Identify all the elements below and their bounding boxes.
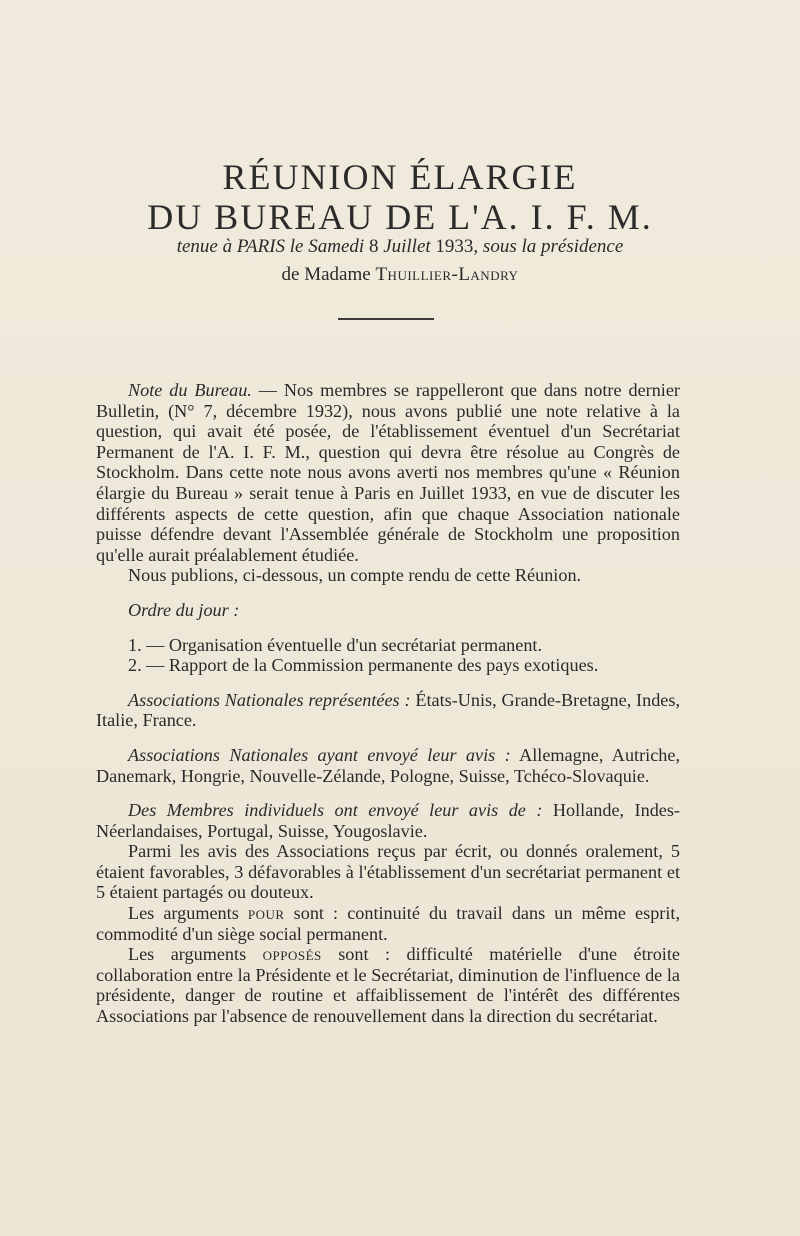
note-text: — Nos membres se rappelleront que dans notre dernier Bulletin, (N° 7, décembre 1932), nous avons publié une note relative à la question, qui avait été posée, de l'établissement éventuel d'un Secrétariat Permanent de l'A. I. F. M., question qui devra être résolue au Congrès de Stockholm. Dans cette note nous avons averti nos membres qu'une « Réunion élargie du Bureau » serait tenue à Paris en Juillet 1933, en vue de discuter les différents aspects de cette question, afin que chaque Association nationale puisse défendre devant l'Assemblée générale de Stockholm une proposition qu'elle aurait préalablement étudiée. xyxy=(96,380,680,565)
represented-text: États-Unis, Grande-Bretagne, Indes, Italie, France. xyxy=(96,689,681,731)
represented-label: Associations Nationales représentées : xyxy=(128,689,411,710)
subtitle xyxy=(0,236,800,258)
presidence-name: Thuillier-Landry xyxy=(375,264,519,285)
contre-prefix: Les arguments xyxy=(128,944,263,965)
pour-text: sont : continuité du travail dans un même esprit, commodité d'un siège social permanent. xyxy=(96,903,680,944)
individuals-label: Des Membres individuels ont envoyé leur avis de : xyxy=(128,800,543,821)
agenda-item-2: 2. — Rapport de la Commission permanente des pays exotiques. xyxy=(128,655,599,676)
opinions-label: Associations Nationales ayant envoyé leur avis : xyxy=(128,744,511,765)
subtitle-part1: tenue à PARIS le Samedi xyxy=(176,236,369,257)
opinions-text: Allemagne, Autriche, Danemark, Hongrie, Nouvelle-Zélande, Pologne, Suisse, Tchéco-Slovaquie. xyxy=(96,744,680,786)
agenda-item-1: 1. — Organisation éventuelle d'un secrétariat permanent. xyxy=(128,634,543,655)
pour-paragraph xyxy=(96,903,680,944)
avis-paragraph: Parmi les avis des Associations reçus par écrit, ou donnés oralement, 5 étaient favorables, 3 défavorables à l'établissement d'un secrétariat permanent et 5 étaient partagés ou douteux. xyxy=(96,841,680,903)
title-line-1: RÉUNION ÉLARGIE xyxy=(222,157,578,197)
opinions-paragraph xyxy=(96,745,680,786)
contre-text: sont : difficulté matérielle d'une étroite collaboration entre la Présidente et le Secrétariat, diminution de l'influence de la présidente, danger de routine et affaiblissement de l'intérêt des différentes Associations par l'absence de renouvellement dans la direction du secrétariat. xyxy=(96,944,680,1027)
subtitle-day: 8 xyxy=(368,236,379,257)
subtitle-part2: Juillet xyxy=(378,236,436,257)
title-line-2: DU BUREAU DE L'A. I. F. M. xyxy=(147,197,653,237)
publish-paragraph: Nous publions, ci-dessous, un compte rendu de cette Réunion. xyxy=(128,565,582,586)
subtitle-year: 1933 xyxy=(435,236,474,257)
contre-keyword: opposés xyxy=(262,944,322,965)
agenda-label: Ordre du jour : xyxy=(128,599,240,620)
pour-keyword: pour xyxy=(247,903,285,924)
presidence-line xyxy=(0,264,800,286)
pour-prefix: Les arguments xyxy=(128,903,248,924)
individuals-paragraph xyxy=(96,800,680,841)
body-text xyxy=(96,380,680,1027)
individuals-text: Hollande, Indes-Néerlandaises, Portugal, Suisse, Yougoslavie. xyxy=(96,800,680,841)
contre-paragraph xyxy=(96,944,680,1026)
note-label: Note du Bureau. xyxy=(128,380,252,400)
note-paragraph xyxy=(96,380,680,565)
divider-rule xyxy=(338,318,434,320)
presidence-prefix: de Madame xyxy=(281,264,376,285)
represented-paragraph xyxy=(96,690,680,731)
subtitle-part3: , sous la présidence xyxy=(473,236,624,257)
